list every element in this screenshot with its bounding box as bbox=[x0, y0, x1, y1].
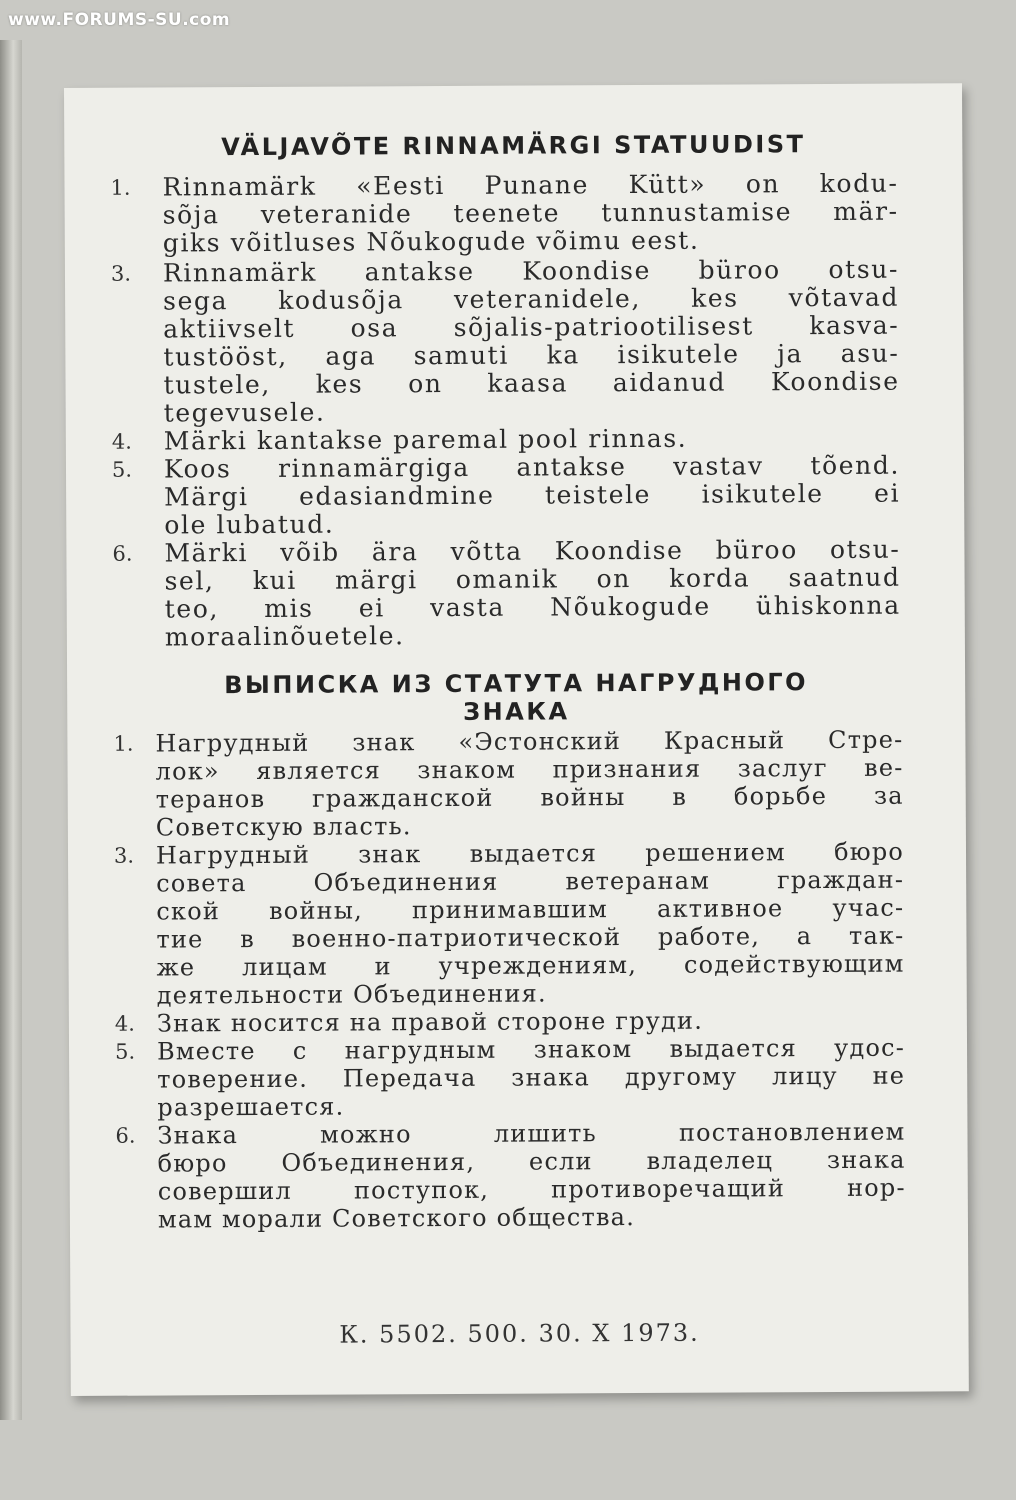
estonian-item bbox=[64, 168, 962, 258]
estonian-title: VÄLJAVÕTE RINNAMÄRGI STATUUDIST bbox=[221, 130, 806, 162]
russian-title-line: ЗНАКА bbox=[462, 697, 570, 726]
text-line: tustööst, aga samuti ka isikutele ja asu- bbox=[163, 338, 900, 372]
statute-card bbox=[64, 83, 969, 1396]
text-line: ole lubatud. bbox=[164, 509, 335, 540]
text-line: giks võitluses Nõukogude võimu eest. bbox=[162, 225, 700, 258]
text-line: Вместе с нагрудным знаком выдается удос- bbox=[156, 1033, 906, 1066]
text-line: товерение. Передача знака другому лицу не bbox=[157, 1061, 906, 1094]
watermark: www.FORUMS-SU.com bbox=[8, 10, 231, 30]
text-line: тие в военно-патриотической работе, а так- bbox=[156, 921, 905, 954]
item-text bbox=[157, 1034, 905, 1122]
item-number: 4. bbox=[114, 1011, 136, 1036]
item-text bbox=[164, 536, 901, 652]
item-number: 1. bbox=[110, 175, 131, 200]
russian-title-line: ВЫПИСКА ИЗ СТАТУТА НАГРУДНОГО bbox=[224, 668, 809, 700]
item-text bbox=[157, 1006, 905, 1038]
text-line: Нагрудный знак выдается решением бюро bbox=[155, 837, 905, 870]
item-number: 6. bbox=[112, 541, 133, 566]
item-number: 6. bbox=[115, 1123, 136, 1148]
russian-title bbox=[67, 667, 965, 728]
text-line: Знака можно лишить постановлением bbox=[157, 1117, 906, 1150]
text-line: sel, kui märgi omanik on korda saatnud bbox=[164, 562, 901, 596]
text-line: aktiivselt osa sõjalis-patriootilisest kasva- bbox=[163, 310, 900, 344]
item-number: 5. bbox=[114, 1039, 136, 1064]
text-line: разрешается. bbox=[157, 1092, 345, 1122]
item-number: 5. bbox=[111, 457, 133, 482]
text-line: теранов гражданской войны в борьбе за bbox=[155, 781, 904, 814]
text-line: teo, mis ei vasta Nõukogude ühiskonna bbox=[164, 590, 901, 624]
text-line: Märgi edasiandmine teistele isikutele ei bbox=[164, 478, 901, 512]
text-line: совета Объединения ветеранам граждан- bbox=[156, 865, 905, 898]
item-number: 1. bbox=[113, 731, 134, 756]
text-line: sõja veteranide teenete tunnustamise mär- bbox=[162, 196, 899, 230]
text-line: sega kodusõja veteranidele, kes võtavad bbox=[163, 282, 900, 316]
text-line: Нагрудный знак «Эстонский Красный Стре- bbox=[155, 725, 904, 758]
print-info: К. 5502. 500. 30. Х 1973. bbox=[339, 1318, 700, 1349]
item-text bbox=[155, 726, 904, 842]
background-adjacent-card bbox=[0, 40, 22, 1420]
item-text bbox=[163, 256, 900, 428]
item-text bbox=[164, 452, 900, 540]
text-line: Советскую власть. bbox=[155, 812, 412, 842]
text-line: Koos rinnamärgiga antakse vastav tõend. bbox=[163, 450, 901, 484]
item-text bbox=[157, 1118, 906, 1234]
text-line: tustele, kes on kaasa aidanud Koondise bbox=[163, 366, 900, 400]
item-number: 3. bbox=[110, 261, 132, 286]
text-line: Rinnamärk «Eesti Punane Kütt» on kodu- bbox=[162, 168, 899, 202]
item-number: 4. bbox=[111, 429, 132, 454]
text-line: же лицам и учреждениям, содействующим bbox=[156, 949, 905, 982]
text-line: деятельности Объединения. bbox=[156, 979, 547, 1010]
item-number: 3. bbox=[113, 843, 135, 868]
text-line: Знак носится на правой стороне груди. bbox=[156, 1006, 704, 1038]
item-text bbox=[162, 170, 898, 258]
item-text bbox=[156, 838, 905, 1010]
text-line: лок» является знаком признания заслуг ве- bbox=[155, 753, 904, 786]
text-line: tegevusele. bbox=[163, 397, 326, 428]
text-line: moraalinõuetele. bbox=[164, 621, 405, 652]
text-line: ской войны, принимавшим активное учас- bbox=[156, 893, 905, 926]
text-line: Rinnamärk antakse Koondise büroo otsu- bbox=[162, 254, 900, 288]
text-line: бюро Объединения, если владелец знака bbox=[157, 1145, 906, 1178]
text-line: мам морали Советского общества. bbox=[157, 1203, 636, 1234]
text-line: Märki kantakse paremal pool rinnas. bbox=[163, 423, 688, 456]
text-line: Märki võib ära võtta Koondise büroo otsu- bbox=[164, 534, 901, 568]
text-line: совершил поступок, противоречащий нор- bbox=[157, 1173, 906, 1206]
